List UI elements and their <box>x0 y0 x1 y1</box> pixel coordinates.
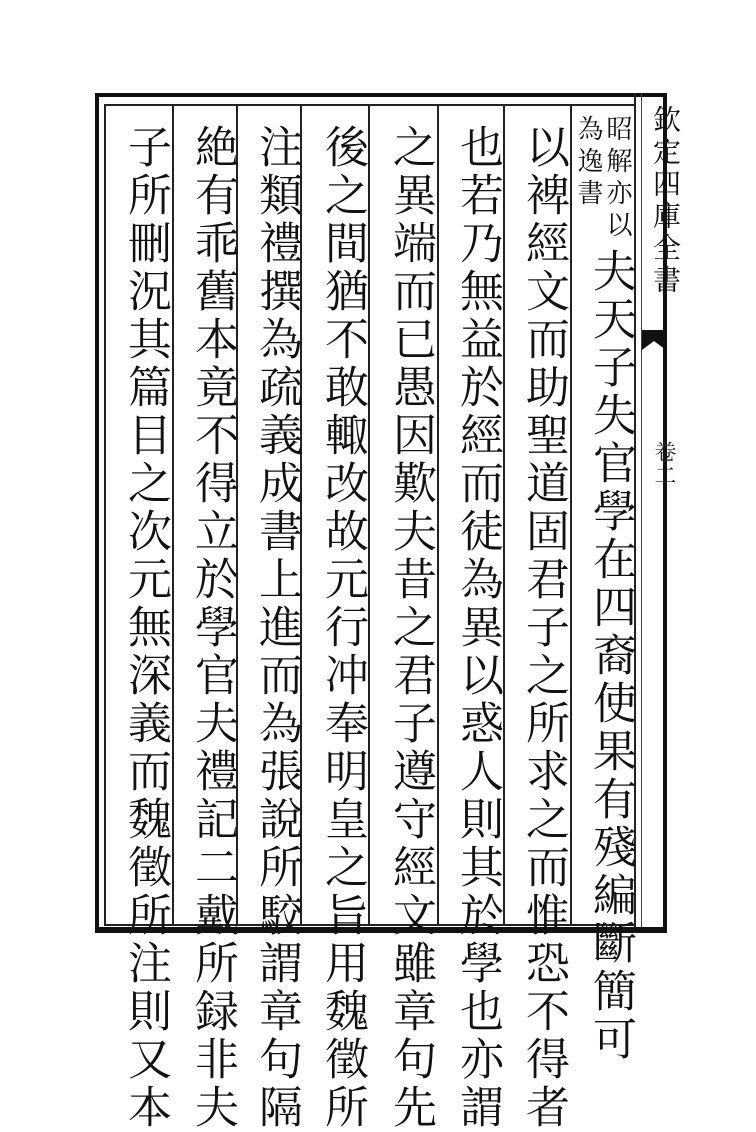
book-title: 欽定四庫全書 <box>649 105 682 297</box>
text-column-2: 以裨經文而助聖道固君子之所求之而惟恐不得者 <box>518 124 569 1132</box>
text-column-4: 之異端而已愚因歎夫昔之君子遵守經文雖章句先 <box>385 124 436 1132</box>
text-column-3: 也若乃無益於經而徒為異以惑人則其於學也亦謂 <box>452 124 503 1132</box>
annotation-column-a: 昭解亦以 <box>602 115 632 243</box>
margin-rule-secondary <box>641 93 642 933</box>
text-column-7: 絶有乖舊本竟不得立於學官夫禮記二戴所録非夫 <box>187 124 238 1132</box>
text-column-5: 後之間猶不敢輙改故元行冲奉明皇之旨用魏徵所 <box>317 124 368 1132</box>
text-column-1: 夫天子失官學在四裔使果有殘編斷簡可 <box>585 248 636 1064</box>
annotation-column-b: 為逸書 <box>573 115 603 211</box>
text-column-6: 注類禮撰為疏義成書上進而為張說所駮謂章句隔 <box>251 124 302 1132</box>
text-column-8: 子所刪況其篇目之次元無深義而魏徵所注則又本 <box>120 124 171 1132</box>
volume-label: 卷二 <box>651 440 676 488</box>
